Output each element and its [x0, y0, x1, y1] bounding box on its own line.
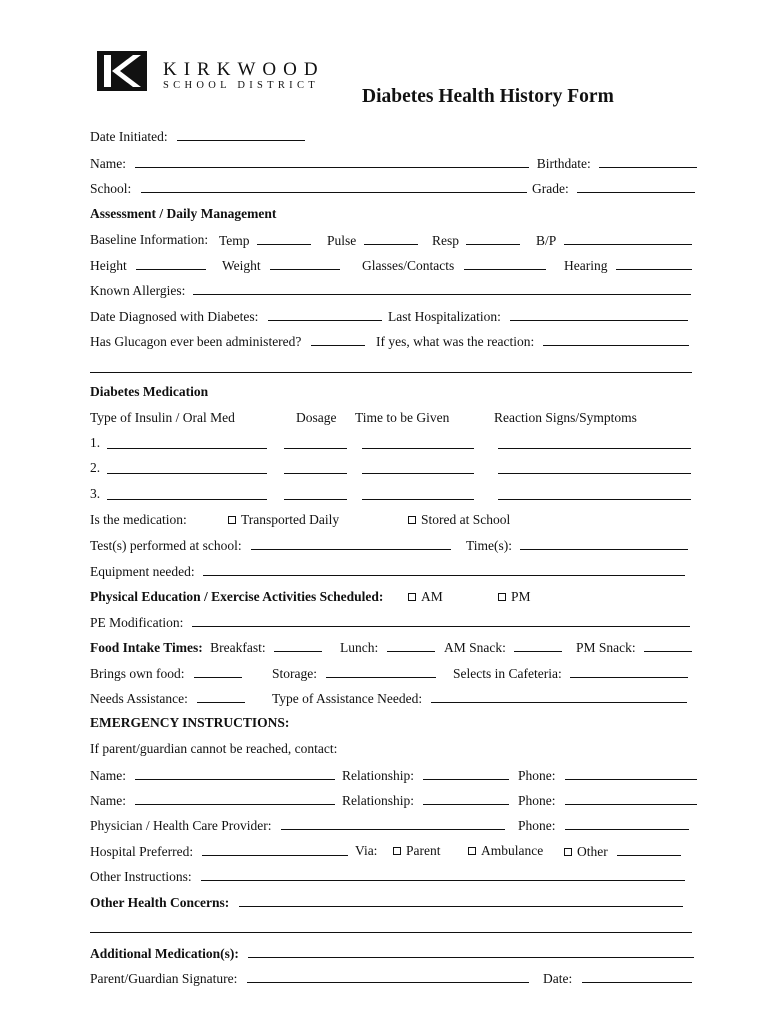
- via-ambulance-label: Ambulance: [481, 843, 544, 858]
- resp-field[interactable]: [466, 232, 520, 245]
- physician-phone-label: Phone:: [518, 818, 556, 833]
- via-ambulance-checkbox[interactable]: [468, 847, 476, 855]
- contact1-relationship-label: Relationship:: [342, 768, 414, 783]
- med-row-3-reaction[interactable]: [498, 499, 691, 500]
- storage-label: Storage:: [272, 666, 317, 681]
- transported-label: Transported Daily: [241, 512, 340, 527]
- med-row-1-time[interactable]: [362, 448, 474, 449]
- hospitalization-field[interactable]: [510, 308, 688, 321]
- date-initiated-row: [90, 128, 305, 145]
- col-dosage-header: Dosage: [296, 410, 337, 425]
- birthdate-field[interactable]: [599, 155, 697, 168]
- weight-label: Weight: [222, 258, 261, 273]
- bp-group: [536, 232, 692, 249]
- med-row-3-num: 3.: [90, 486, 101, 501]
- contact1-relationship-group: [342, 767, 509, 784]
- contact2-phone-label: Phone:: [518, 793, 556, 808]
- equipment-label: Equipment needed:: [90, 564, 195, 579]
- needs-assist-group: [90, 690, 245, 707]
- med-row-2-num: 2.: [90, 460, 101, 475]
- pm-option[interactable]: [498, 589, 531, 605]
- equipment-row: [90, 563, 685, 580]
- lunch-field[interactable]: [387, 639, 435, 652]
- pm-checkbox[interactable]: [498, 593, 506, 601]
- assist-type-group: [272, 690, 687, 707]
- transported-checkbox[interactable]: [228, 516, 236, 524]
- temp-field[interactable]: [257, 232, 311, 245]
- times-label: Time(s):: [466, 538, 513, 553]
- other-health-field[interactable]: [239, 894, 683, 907]
- contact2-name-label: Name:: [90, 793, 126, 808]
- diagnosed-label: Date Diagnosed with Diabetes:: [90, 309, 259, 324]
- hospital-label: Hospital Preferred:: [90, 844, 194, 859]
- contact1-name-field[interactable]: [135, 767, 335, 780]
- temp-label: Temp: [219, 233, 250, 248]
- am-snack-label: AM Snack:: [444, 640, 506, 655]
- baseline-label: Baseline Information:: [90, 232, 209, 247]
- hospitalization-group: [388, 308, 688, 325]
- food-heading: Food Intake Times:: [90, 640, 203, 655]
- med-row-1-type[interactable]: [107, 448, 267, 449]
- brings-food-field[interactable]: [194, 665, 242, 678]
- date-initiated-field[interactable]: [177, 128, 305, 141]
- via-ambulance-option[interactable]: [468, 843, 543, 859]
- cafeteria-label: Selects in Cafeteria:: [453, 666, 562, 681]
- lunch-label: Lunch:: [340, 640, 379, 655]
- am-checkbox[interactable]: [408, 593, 416, 601]
- needs-assist-label: Needs Assistance:: [90, 691, 188, 706]
- breakfast-label: Breakfast:: [210, 640, 266, 655]
- height-field[interactable]: [136, 257, 206, 270]
- brings-food-label: Brings own food:: [90, 666, 185, 681]
- med-row-1-dosage[interactable]: [284, 448, 347, 449]
- pe-heading: Physical Education / Exercise Activities Scheduled:: [90, 589, 384, 604]
- other-instructions-field[interactable]: [201, 868, 685, 881]
- height-group: [90, 257, 206, 274]
- med-row-3-time[interactable]: [362, 499, 474, 500]
- medication-heading: Diabetes Medication: [90, 384, 209, 399]
- tests-row: [90, 537, 451, 554]
- contact2-phone-group: [518, 792, 697, 809]
- cafeteria-field[interactable]: [570, 665, 688, 678]
- pm-snack-label: PM Snack:: [576, 640, 636, 655]
- breakfast-field[interactable]: [274, 639, 322, 652]
- via-other-field[interactable]: [617, 843, 681, 856]
- assist-type-field[interactable]: [431, 690, 687, 703]
- stored-checkbox[interactable]: [408, 516, 416, 524]
- tests-label: Test(s) performed at school:: [90, 538, 242, 553]
- reaction-field[interactable]: [543, 333, 689, 346]
- needs-assist-field[interactable]: [197, 690, 245, 703]
- other-health-continuation-line[interactable]: [90, 932, 692, 933]
- reaction-label: If yes, what was the reaction:: [376, 334, 535, 349]
- contact2-phone-field[interactable]: [565, 792, 697, 805]
- contact1-phone-group: [518, 767, 697, 784]
- transported-option[interactable]: [228, 512, 339, 528]
- hearing-field[interactable]: [616, 257, 692, 270]
- am-snack-group: [444, 639, 562, 656]
- glucagon-label: Has Glucagon ever been administered?: [90, 334, 302, 349]
- hospitalization-label: Last Hospitalization:: [388, 309, 501, 324]
- additional-med-row: [90, 945, 694, 962]
- contact1-name-label: Name:: [90, 768, 126, 783]
- district-logo-icon: [97, 51, 147, 91]
- reaction-continuation-line[interactable]: [90, 372, 692, 373]
- additional-med-field[interactable]: [248, 945, 694, 958]
- hospital-field[interactable]: [202, 843, 348, 856]
- brings-food-group: [90, 665, 242, 682]
- pe-mod-row: [90, 614, 690, 631]
- cafeteria-group: [453, 665, 688, 682]
- date-label: Date:: [543, 971, 573, 986]
- name-field[interactable]: [135, 155, 529, 168]
- allergies-row: [90, 282, 691, 299]
- col-reaction-header: Reaction Signs/Symptoms: [494, 410, 637, 425]
- via-parent-checkbox[interactable]: [393, 847, 401, 855]
- assessment-heading: Assessment / Daily Management: [90, 206, 277, 221]
- med-row-1-reaction[interactable]: [498, 448, 691, 449]
- school-field[interactable]: [141, 180, 527, 193]
- resp-label: Resp: [432, 233, 459, 248]
- via-other-label: Other: [577, 844, 608, 859]
- weight-group: [222, 257, 340, 274]
- equipment-field[interactable]: [203, 563, 685, 576]
- bp-field[interactable]: [564, 232, 692, 245]
- name-row: [90, 155, 697, 172]
- am-label: AM: [421, 589, 443, 604]
- signature-row: [90, 970, 529, 987]
- col-time-header: Time to be Given: [355, 410, 450, 425]
- date-group: [543, 970, 692, 987]
- height-label: Height: [90, 258, 127, 273]
- hearing-label: Hearing: [564, 258, 608, 273]
- contact1-relationship-field[interactable]: [423, 767, 509, 780]
- contact2-relationship-label: Relationship:: [342, 793, 414, 808]
- is-medication-label: Is the medication:: [90, 512, 187, 527]
- name-label: Name:: [90, 156, 126, 171]
- stored-label: Stored at School: [421, 512, 511, 527]
- physician-group: [90, 817, 505, 834]
- via-label: Via:: [355, 843, 378, 858]
- school-row: [90, 180, 695, 197]
- physician-phone-group: [518, 817, 689, 834]
- via-other-checkbox[interactable]: [564, 848, 572, 856]
- pe-mod-field[interactable]: [192, 614, 690, 627]
- contact1-name-group: [90, 767, 335, 784]
- contact2-name-field[interactable]: [135, 792, 335, 805]
- temp-group: [219, 232, 311, 249]
- contact2-relationship-group: [342, 792, 509, 809]
- med-row-2-reaction[interactable]: [498, 473, 691, 474]
- physician-phone-field[interactable]: [565, 817, 689, 830]
- contact2-name-group: [90, 792, 335, 809]
- signature-label: Parent/Guardian Signature:: [90, 971, 238, 986]
- other-health-row: [90, 894, 683, 911]
- glucagon-row: [90, 333, 365, 350]
- reaction-group: [376, 333, 689, 350]
- pe-mod-label: PE Modification:: [90, 615, 184, 630]
- med-row-2-dosage[interactable]: [284, 473, 347, 474]
- additional-med-label: Additional Medication(s):: [90, 946, 239, 961]
- logo-subtitle: SCHOOL DISTRICT: [163, 80, 319, 91]
- food-row: [90, 639, 322, 656]
- allergies-field[interactable]: [193, 282, 691, 295]
- pulse-field[interactable]: [364, 232, 418, 245]
- via-other-option[interactable]: [564, 843, 681, 860]
- contact1-phone-label: Phone:: [518, 768, 556, 783]
- physician-label: Physician / Health Care Provider:: [90, 818, 272, 833]
- diagnosed-row: [90, 308, 382, 325]
- logo-name: KIRKWOOD: [163, 59, 325, 80]
- hospital-group: [90, 843, 348, 860]
- assist-type-label: Type of Assistance Needed:: [272, 691, 423, 706]
- emergency-heading: EMERGENCY INSTRUCTIONS:: [90, 715, 290, 730]
- signature-field[interactable]: [247, 970, 529, 983]
- other-instructions-row: [90, 868, 685, 885]
- date-initiated-label: Date Initiated:: [90, 129, 168, 144]
- grade-field[interactable]: [577, 180, 695, 193]
- other-health-label: Other Health Concerns:: [90, 895, 230, 910]
- med-row-3-type[interactable]: [107, 499, 267, 500]
- other-instructions-label: Other Instructions:: [90, 869, 192, 884]
- glucagon-field[interactable]: [311, 333, 365, 346]
- med-row-2-time[interactable]: [362, 473, 474, 474]
- stored-option[interactable]: [408, 512, 510, 528]
- col-type-header: Type of Insulin / Oral Med: [90, 410, 235, 425]
- via-parent-label: Parent: [406, 843, 441, 858]
- times-field[interactable]: [520, 537, 688, 550]
- storage-field[interactable]: [326, 665, 436, 678]
- contact1-phone-field[interactable]: [565, 767, 697, 780]
- allergies-label: Known Allergies:: [90, 283, 186, 298]
- grade-label: Grade:: [532, 181, 569, 196]
- med-row-2-type[interactable]: [107, 473, 267, 474]
- physician-field[interactable]: [281, 817, 505, 830]
- bp-label: B/P: [536, 233, 556, 248]
- am-snack-field[interactable]: [514, 639, 562, 652]
- pm-snack-field[interactable]: [644, 639, 692, 652]
- pulse-label: Pulse: [327, 233, 357, 248]
- via-parent-option[interactable]: [393, 843, 441, 859]
- hearing-group: [564, 257, 692, 274]
- resp-group: [432, 232, 520, 249]
- pm-label: PM: [511, 589, 531, 604]
- pulse-group: [327, 232, 418, 249]
- tests-field[interactable]: [251, 537, 451, 550]
- glasses-label: Glasses/Contacts: [362, 258, 455, 273]
- am-option[interactable]: [408, 589, 443, 605]
- med-row-1-num: 1.: [90, 435, 101, 450]
- weight-field[interactable]: [270, 257, 340, 270]
- school-label: School:: [90, 181, 132, 196]
- glasses-field[interactable]: [464, 257, 546, 270]
- storage-group: [272, 665, 436, 682]
- birthdate-label: Birthdate:: [536, 156, 591, 171]
- times-group: [466, 537, 688, 554]
- if-parent-text: If parent/guardian cannot be reached, contact:: [90, 741, 338, 756]
- form-title: Diabetes Health History Form: [362, 86, 614, 107]
- glasses-group: [362, 257, 546, 274]
- pm-snack-group: [576, 639, 692, 656]
- contact2-relationship-field[interactable]: [423, 792, 509, 805]
- date-field[interactable]: [582, 970, 692, 983]
- lunch-group: [340, 639, 435, 656]
- med-row-3-dosage[interactable]: [284, 499, 347, 500]
- diagnosed-field[interactable]: [268, 308, 382, 321]
